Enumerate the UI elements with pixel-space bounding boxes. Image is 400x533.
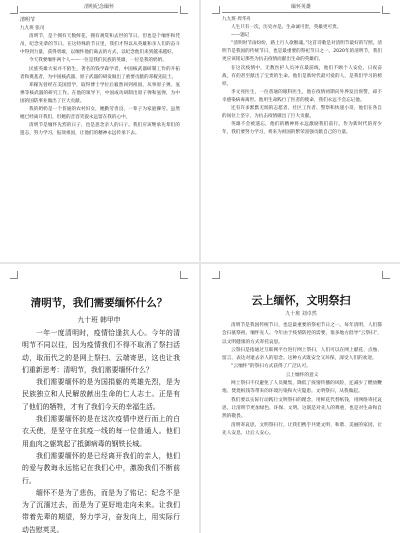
paragraph: 我们需要缅怀的是在这次疫情中逆行而上的白衣天使，是坚守在抗疫一线的每一位普通人。他们用血肉之躯筑起了抵御病毒的钢铁长城。: [22, 415, 180, 448]
essay-author: 九九班 周华舟: [222, 17, 252, 22]
crop-mark-top-left: [212, 271, 220, 279]
crop-mark-top-left: [10, 6, 18, 14]
paragraph: 网上祭扫不仅避免了人员聚集，降低了疫情传播的风险，还减少了燃放鞭炮、焚烧纸钱等带来的环境污染和火灾隐患。文明祭扫，从我做起。: [222, 381, 382, 395]
page-gutter-horizontal: [0, 262, 400, 264]
paragraph: 我们需要缅怀的是为国捐躯的英雄先烈，是为民族独立和人民解放献出生命的仁人志士。正是有了他们的牺牲，才有了我们今天的幸福生活。: [22, 378, 180, 411]
essay-title: 云上缅怀，文明祭扫: [251, 294, 351, 307]
page-header: 缅怀英雄: [222, 3, 380, 13]
paragraph: 我的奶奶是一个普通的农村妇女，她勤劳善良，一辈子为家庭操劳。虽然她已经离开我们，但她的音容笑貌永远留在我的心中。: [20, 107, 180, 121]
paragraph: 李文亮医生，一位普通的眼科医生，他在疫情初期向外界发出预警，却不幸感染病毒离世。他用生命践行了医者的使命，我们永远不会忘记他。: [222, 89, 382, 103]
paragraph: 邓稼先曾经在美国留学，取得博士学位后毅然回到祖国，从事原子弹、氢弹等核武器的研究工作。在他的领导下，中国成功研制出原子弹和氢弹，为中国的国防事业做出了巨大贡献。: [20, 82, 180, 104]
page-gutter-vertical: [199, 0, 201, 533]
paragraph: 清明节，是个拥有天数鲜花，拥有观赏和去世的节日。但也是个缅怀和凭吊，纪念先辈的节日。在这特殊的节日里，我们才得以从英雄和亲人们的奋斗中得到力量，获得勇敢，以缅怀他们离去的方式，以纪念他们来到越来越好。: [20, 34, 180, 56]
paragraph: “清明时节雨纷纷，路上行人欲断魂。”这首诗歌是对清明节最好的写照。清明节是我国的传统节日，也是最重要的祭祀节日之一。2020年的清明节，我们更应该铭记那些为抗击疫情而献出生命的英雄们。: [222, 41, 382, 63]
paragraph: 我们要以实际行动践行文明祭扫的理念，用鲜花代替纸钱，用网络寄托哀思，让清明节更加绿色、环保、文明。这既是对先人的尊重，也是对生命和自然的敬畏。: [222, 397, 382, 420]
paragraph: 还有许多默默无闻的志愿者、社区工作者、警察和快递小哥，他们在各自的岗位上坚守，为抗击疫情做出了巨大贡献。: [222, 106, 382, 120]
paragraph: 一年一度清明时，疫情恰逢抗人心。今年的清明节不同以往，因为疫情我们不得不取消了祭扫活动，取而代之的是网上祭扫、云端寄思，这也让我们重新思考：清明节，我们需要缅怀什么？: [22, 329, 180, 374]
paragraph: 清明节是缅怀先烈的日子，也是思念亲人的日子。我们应该继承先辈们的遗志，努力学习，报效祖国，让他们的精神永远传承下去。: [20, 123, 180, 137]
crop-mark-top-left: [10, 271, 18, 279]
page-body: [222, 322, 382, 438]
crop-mark-top-left: [212, 6, 220, 14]
essay-author: 九十班 刘卓然: [285, 311, 317, 317]
paragraph: 人生只有一次，历史亦是。生命诚可贵，英雄更可贵。: [231, 25, 342, 31]
paragraph: “云缅怀”的祭扫方式获得了广泛认可。: [231, 364, 311, 370]
paragraph: 民族英雄大家并不陌生，著名的钱学森学者，中国核武器研制工作的开拓者和奠基者，为中国核武器、原子武器的研发做出了重要贡献的邓稼先院士。: [20, 66, 180, 80]
paragraph: 英雄不会被遗忘，他们的精神将永远激励我们前行。作为新时代的青少年，我们要努力学习，将来为祖国的繁荣富强贡献自己的力量。: [222, 122, 382, 136]
paragraph: 我们需要缅怀的是已经离开我们的亲人，他们的爱与教诲永远铭记在我们心中，激励我们不断前行。: [22, 451, 180, 485]
document-page-4: [202, 265, 400, 533]
paragraph: 在这次疫情中，无数医护人员冲在最前线，他们不顾个人安危，日夜奋战，有的甚至献出了宝贵的生命。他们是新时代最可爱的人，是我们学习的榜样。: [222, 65, 382, 87]
paragraph: 云祭扫是指通过互联网平台进行网上祭扫，人们可以在网上献花、点烛、留言，表达对逝去亲人的思念。这种方式既安全又环保，深受人们的欢迎。: [222, 347, 382, 362]
page-body: [20, 16, 180, 138]
page-body: [22, 327, 180, 533]
paragraph: 清明节是我国传统节日，也是最重要的祭祀节日之一。每年清明，人们都会扫墓祭祖，缅怀先人。今年由于疫情防控的需要，很多地方倡导“云祭扫”，以文明健康的方式寄托哀思。: [222, 323, 382, 345]
document-page-2: [202, 0, 400, 261]
paragraph: 今天我要缅怀两个人——一位是我们民族的英雄，一位是我的奶奶。: [29, 58, 167, 64]
document-page-1: [0, 0, 198, 261]
essay-author: 九九班 张司: [20, 26, 45, 32]
essay-title: 清明节: [20, 17, 36, 23]
crop-mark-top-right: [382, 271, 390, 279]
crop-mark-top-right: [382, 6, 390, 14]
essay-title: 清明节，我们需要缅怀什么？: [30, 297, 168, 309]
crop-mark-top-right: [180, 271, 188, 279]
document-page-3: [0, 265, 198, 533]
paragraph: 清明寄哀思，文明祭扫行。让我们携手共建文明、和谐、美丽的家园，让先人安息，让后人安心。: [222, 422, 382, 436]
page-body: [222, 16, 382, 137]
paragraph: 缅怀不是为了悲伤，而是为了铭记；纪念不是为了沉湎过去，而是为了更好地走向未来。让我们带着先辈的期望，努力学习，奋发向上，用实际行动告慰英灵。: [22, 488, 180, 533]
page-header: 清明纪念缅怀: [20, 3, 178, 13]
essay-author: 九十班 韩甲申: [77, 316, 121, 324]
epigraph: ——题记: [231, 33, 250, 39]
section-heading: 云上缅怀的意义: [285, 372, 319, 378]
crop-mark-top-right: [180, 6, 188, 14]
